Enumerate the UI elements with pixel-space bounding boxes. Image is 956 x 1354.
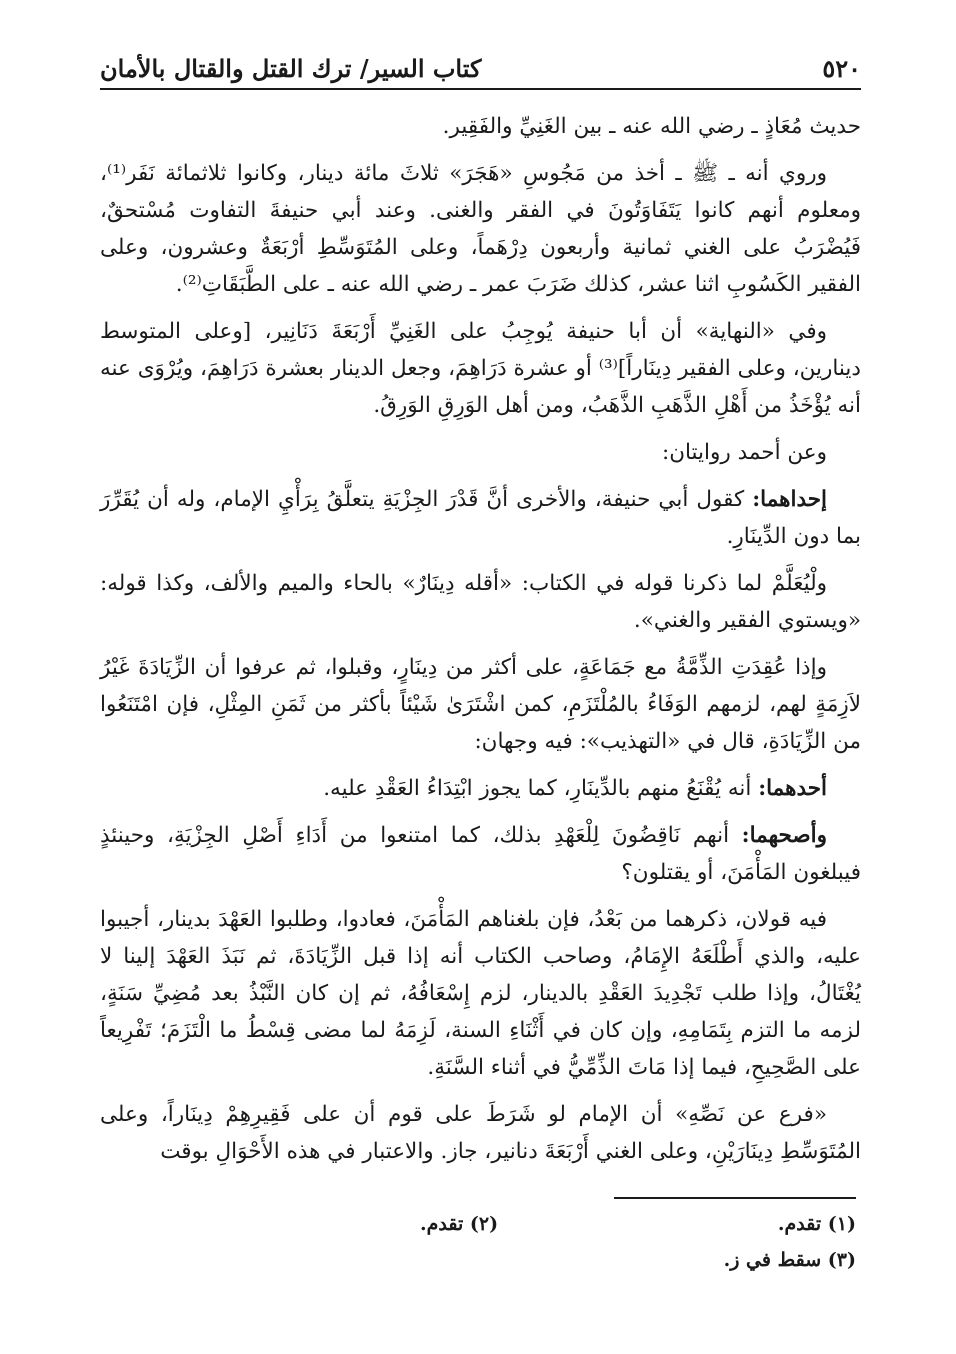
footnote-row (420, 1206, 856, 1242)
footnote-1: (١) تقدم. (777, 1213, 856, 1235)
paragraph: «فرع عن نَصِّهِ» أن الإمام لو شَرَطَ على قوم أن على فَقِيرِهِمْ دِينَاراً، وعلى المُتَوَسِّطِ دِينَارَيْنِ، وعلى الغني أَرْبَعَةَ دنانير، جاز. والاعتبار في هذه الأَحْوَالِ بوقت (100, 1102, 861, 1164)
paragraph: حديث مُعَاذٍ ـ رضي الله عنه ـ بين الغَنِيِّ والفَقِير. (442, 114, 861, 139)
main-text (100, 108, 861, 1180)
paragraph: وعن أحمد روايتان: (661, 440, 827, 465)
footnote-divider (614, 1197, 856, 1199)
paragraph: وأصحهما: أنهم نَاقِضُونَ لِلْعَهْدِ بذلك، كما امتنعوا من أَدَاءِ أَصْلِ الجِزْيَةِ، وحينئذٍ فيبلغون المَأْمَنَ، أو يقتلون؟ (100, 823, 861, 885)
paragraph: فيه قولان، ذكرهما من بَعْدُ، فإن بلغناهم المَأْمَنَ، فعادوا، وطلبوا العَهْدَ بدينار، أجيبوا عليه، والذي أَطْلَعَهُ الإِمَامُ، وصاحب الكتاب أنه إذا قبل الزِّيَادَةَ، ثم نَبَذَ العَهْدَ إلينا لا يُغْتَالُ، وإذا طلب تَجْدِيدَ العَقْدِ بالدينار، لزم إِسْعَافُهُ، ثم إن كان النَّبْذُ بعد مُضِيِّ سَنَةٍ، لزمه ما التزم بِتَمَامِهِ، وإن كان في أَثْنَاءِ السنة، لَزِمَهُ لما مضى قِسْطُ ما الْتَزَمَ؛ تَفْرِيعاً على الصَّحِيحِ، فيما إذا مَاتَ الذِّمِّيُّ في أثناء السَّنَةِ. (100, 907, 861, 1080)
footnote-3: (٣) سقط في ز. (723, 1249, 856, 1271)
paragraph: إحداهما: كقول أبي حنيفة، والأخرى أنَّ قَدْرَ الجِزْيَةِ يتعلَّقُ بِرَأْيِ الإمام، وله أن يُقَرِّرَ بما دون الدِّينَارِ. (100, 487, 861, 549)
paragraph: وروي أنه ـ ﷺ ـ أخذ من مَجُوسِ «هَجَرَ» ثلاثَ مائة دينار، وكانوا ثلاثمائة نَفَر⁽¹⁾، ومعلوم أنهم كانوا يَتَفَاوَتُونَ في الفقر والغنى. وعند أبي حنيفةَ التفاوت مُسْتحقٌ، فَيُضْرَبُ على الغني ثمانية وأربعون دِرْهَماً، وعلى المُتَوَسِّطِ أرْبَعَةٌ وعشرون، وعلى الفقير الكَسُوبِ اثنا عشر، كذلك ضَرَبَ عمر ـ رضي الله عنه ـ على الطَّبَقَاتِ⁽²⁾. (100, 161, 861, 297)
paragraph: وفي «النهاية» أن أبا حنيفة يُوجِبُ على الغَنِيِّ أَرْبَعَةَ دَنَانِير، [وعلى المتوسط دينارين، وعلى الفقير دِينَاراً]⁽³⁾ أو عشرة دَرَاهِمَ، وجعل الدينار بعشرة دَرَاهِمَ، ويُرْوَى عنه أنه يُؤْخَذُ من أَهْلِ الذَّهَبِ الذَّهَبُ، ومن أهل الوَرِقِ الوَرِقُ. (100, 319, 861, 418)
page-number: ٥٢٠ (822, 53, 861, 83)
running-header (100, 48, 861, 90)
footnote-2: (٢) تقدم. (420, 1213, 499, 1235)
running-title: كتاب السير/ ترك القتل والقتال بالأمان (100, 53, 482, 83)
paragraph: أحدهما: أنه يُقْنَعُ منهم بالدِّينَارِ، كما يجوز ابْتِدَاءُ العَقْدِ عليه. (323, 776, 827, 801)
paragraph: ولْيُعَلَّمْ لما ذكرنا قوله في الكتاب: «أقله دِينَارٌ» بالحاء والميم والألف، وكذا قوله: «ويستوي الفقير والغني». (100, 571, 861, 633)
paragraph: وإذا عُقِدَتِ الذِّمَّةُ مع جَمَاعَةٍ، على أكثر من دِينَارٍ، وقبلوا، ثم عرفوا أن الزِّيَادَةَ غَيْرُ لاَزِمَةٍ لهم، لزمهم الوَفَاءُ بالمُلْتَزَمِ، كمن اشْتَرَىٰ شَيْئاً بأكثر من ثَمَنِ المِثْلِ، فإن امْتَنَعُوا من الزِّيَادَةِ، قال في «التهذيب»: فيه وجهان: (100, 655, 861, 754)
footnote-row (420, 1242, 856, 1278)
footnotes (420, 1206, 856, 1278)
